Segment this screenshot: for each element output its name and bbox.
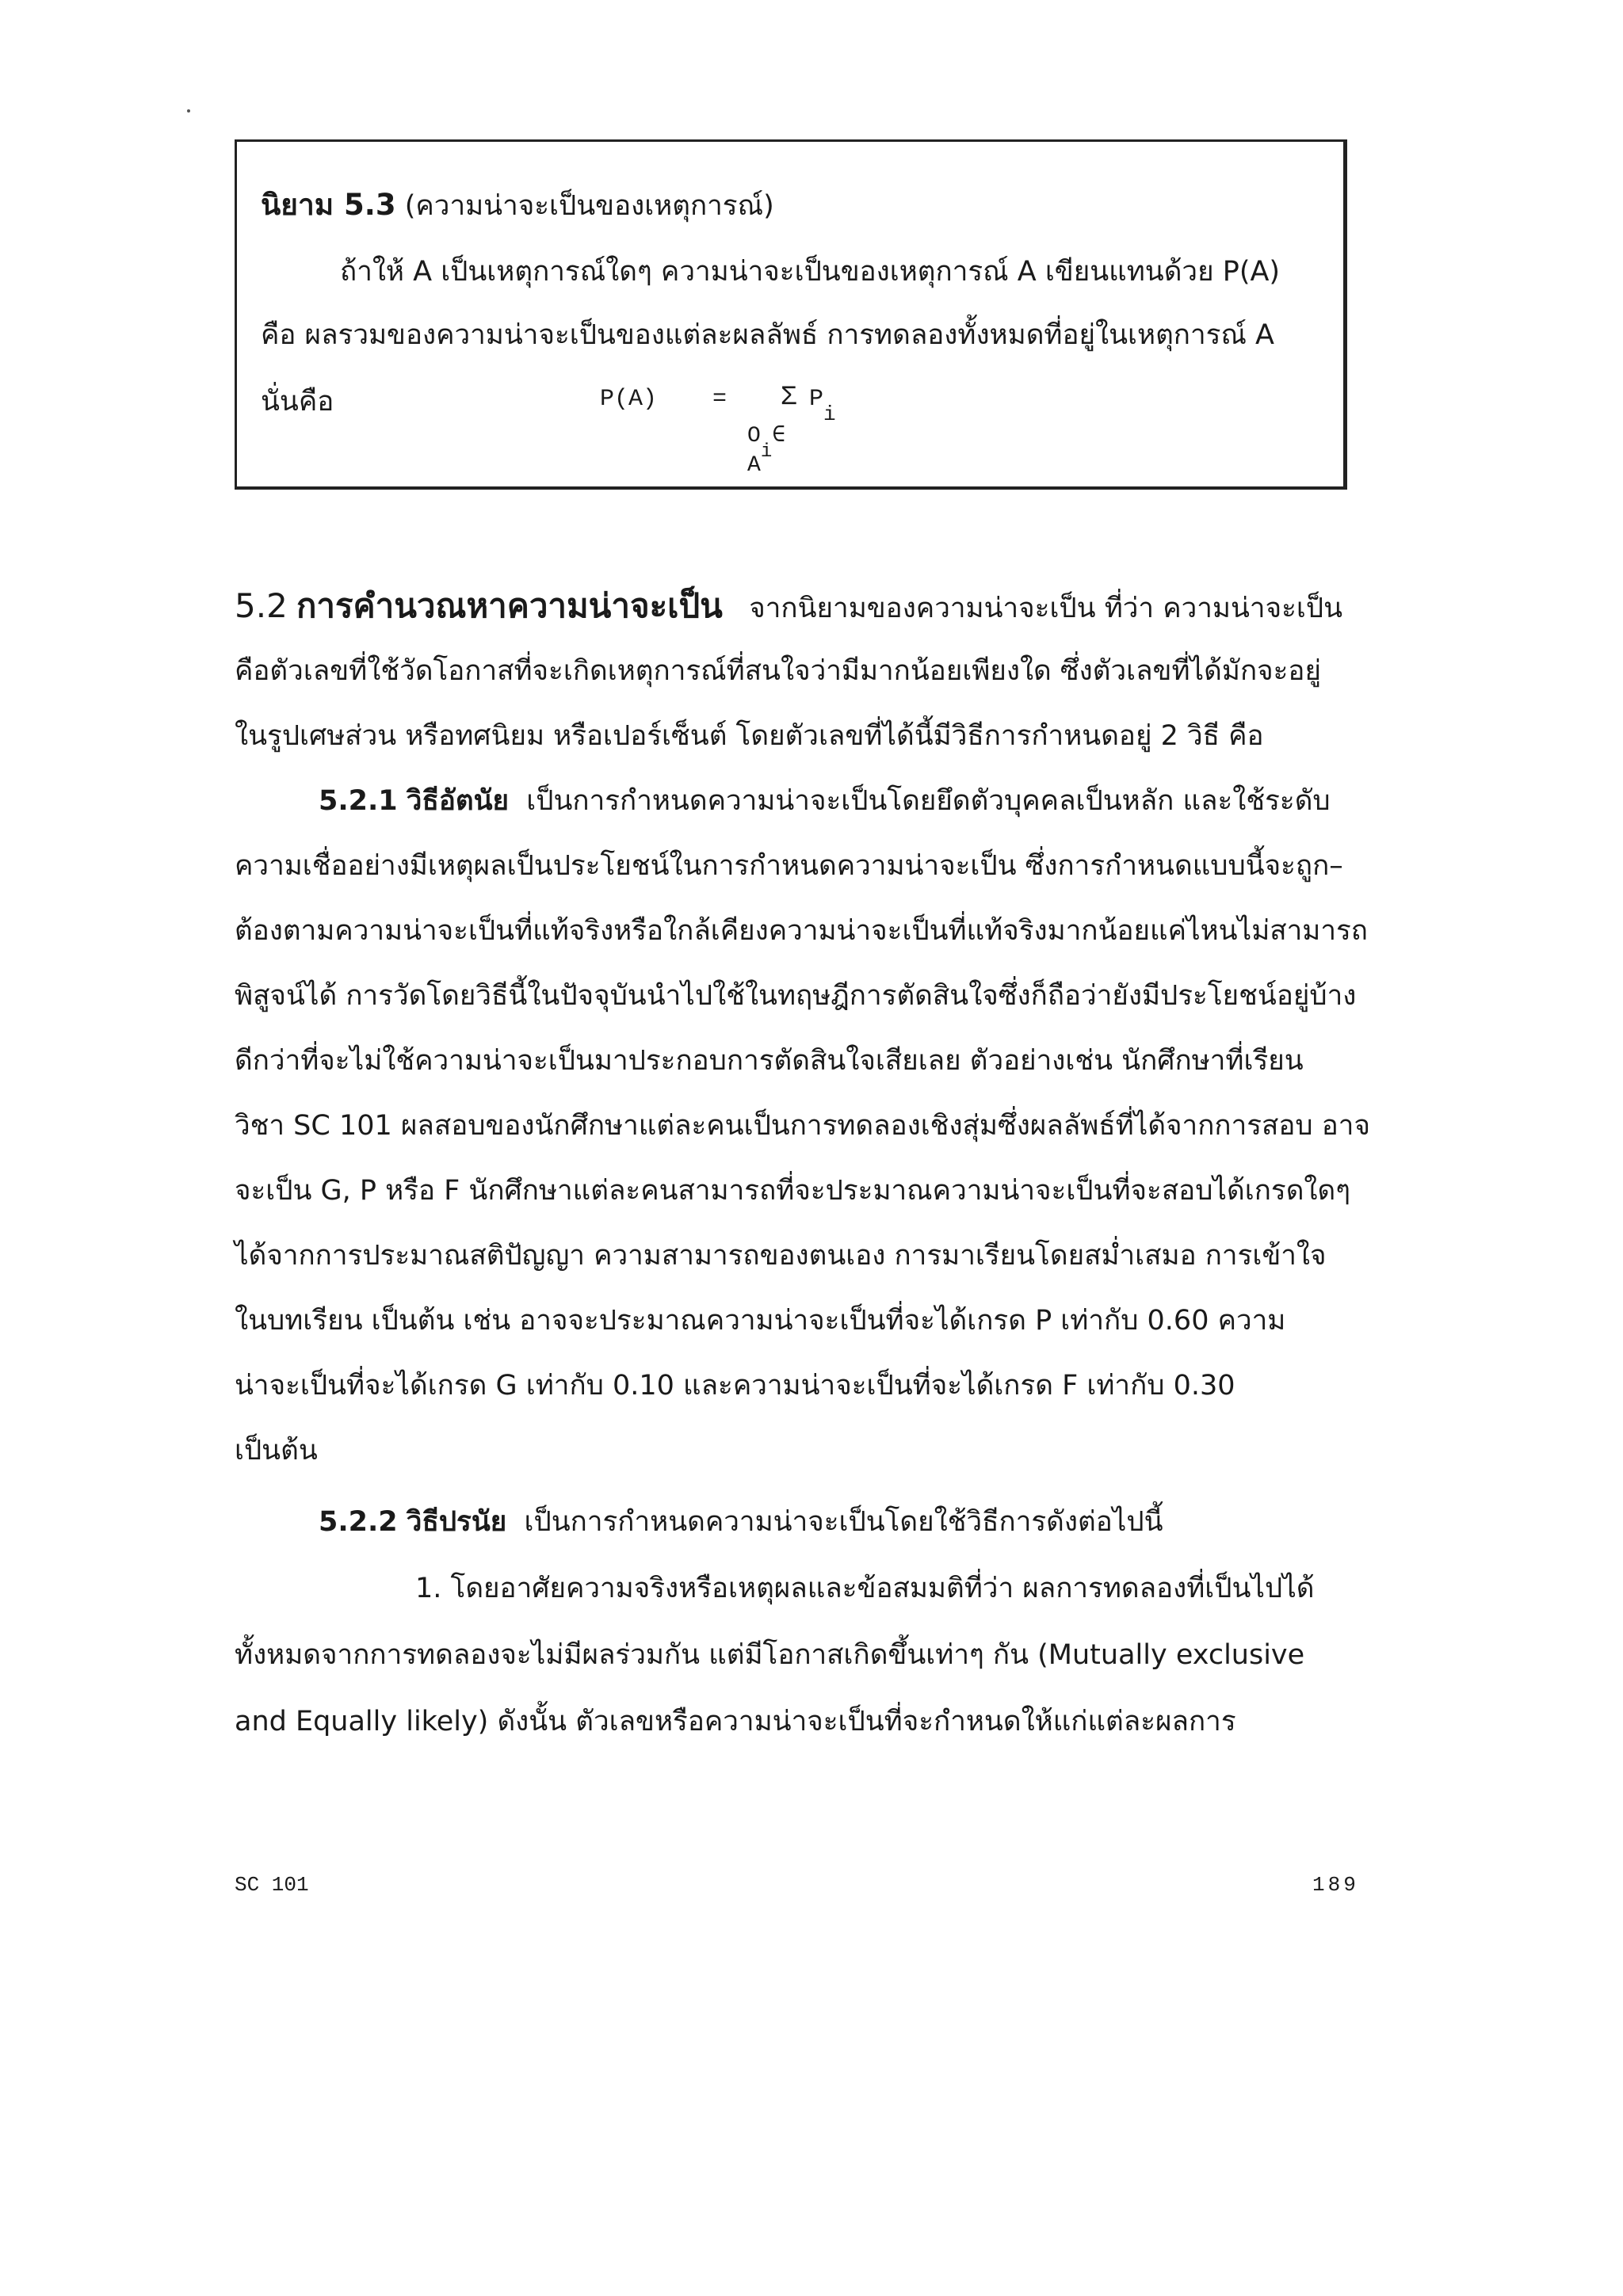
formula-term: [809, 386, 836, 426]
page-number: 189: [1312, 1873, 1359, 1897]
formula-index-o: O: [747, 424, 761, 448]
section-title: การคำนวณหาความน่าจะเป็น: [296, 586, 723, 625]
formula-index-sub: i: [760, 441, 773, 463]
sub1-heading-line: [319, 783, 1331, 819]
definition-label: นิยาม 5.3: [261, 188, 396, 222]
sub1-number: 5.2.1: [319, 785, 398, 817]
section-text-0: จากนิยามของความน่าจะเป็น ที่ว่า ความน่าจะเป็น: [749, 593, 1342, 624]
definition-caption: (ความน่าจะเป็นของเหตุการณ์): [404, 190, 774, 222]
definition-line-2: คือ ผลรวมของความน่าจะเป็นของแต่ละผลลัพธ์ การทดลองทั้งหมดที่อยู่ในเหตุการณ์ A: [261, 319, 1274, 351]
section-text-1: คือตัวเลขที่ใช้วัดโอกาสที่จะเกิดเหตุการณ์ที่สนใจว่ามีมากน้อยเพียงใด ซึ่งตัวเลขที่ได้มักจะอยู่: [235, 655, 1321, 687]
sub1-text-3: พิสูจน์ได้ การวัดโดยวิธีนี้ในปัจจุบันนำไปใช้ในทฤษฎีการตัดสินใจซึ่งก็ถือว่ายังมีประโยชน์อยู่บ้าง: [235, 980, 1357, 1012]
sub2-text-0: เป็นการกำหนดความน่าจะเป็นโดยใช้วิธีการดังต่อไปนี้: [524, 1506, 1163, 1538]
definition-line-1: ถ้าให้ A เป็นเหตุการณ์ใดๆ ความน่าจะเป็นของเหตุการณ์ A เขียนแทนด้วย P(A): [340, 256, 1281, 288]
sub2-number: 5.2.2: [319, 1506, 398, 1538]
sub2-text-1: 1. โดยอาศัยความจริงหรือเหตุผลและข้อสมมติที่ว่า ผลการทดลองที่เป็นไปได้: [415, 1573, 1315, 1604]
sub2-text-2: ทั้งหมดจากการทดลองจะไม่มีผลร่วมกัน แต่มีโอกาสเกิดขึ้นเท่าๆ กัน (Mutually exclusive: [235, 1639, 1305, 1671]
formula-sigma: Σ: [781, 383, 797, 413]
definition-line-3: นั่นคือ: [261, 386, 334, 418]
scan-speck: [187, 109, 190, 113]
formula-term-sub: i: [823, 402, 836, 426]
section-number: 5.2: [235, 586, 288, 625]
sub1-text-6: จะเป็น G, P หรือ F นักศึกษาแต่ละคนสามารถที่จะประมาณความน่าจะเป็นที่จะสอบได้เกรดใดๆ: [235, 1175, 1351, 1207]
sub1-text-8: ในบทเรียน เป็นต้น เช่น อาจจะประมาณความน่าจะเป็นที่จะได้เกรด P เท่ากับ 0.60 ความ: [235, 1305, 1286, 1337]
formula-index: [747, 421, 785, 478]
sub2-text-3: and Equally likely) ดังนั้น ตัวเลขหรือความน่าจะเป็นที่จะกำหนดให้แก่แต่ละผลการ: [235, 1706, 1236, 1737]
sub1-title: วิธีอัตนัย: [406, 785, 509, 817]
section-heading-line: [235, 588, 1342, 627]
sub1-text-7: ได้จากการประมาณสติปัญญา ความสามารถของตนเอง การมาเรียนโดยสม่ำเสมอ การเข้าใจ: [235, 1240, 1327, 1272]
sub1-text-4: ดีกว่าที่จะไม่ใช้ความน่าจะเป็นมาประกอบการตัดสินใจเสียเลย ตัวอย่างเช่น นักศึกษาที่เรียน: [235, 1045, 1304, 1077]
sub1-text-0: เป็นการกำหนดความน่าจะเป็นโดยยึดตัวบุคคลเป็นหลัก และใช้ระดับ: [526, 785, 1331, 817]
sub2-title: วิธีปรนัย: [406, 1506, 507, 1538]
definition-title: [261, 188, 774, 223]
definition-box: [235, 139, 1347, 490]
sub1-text-9: น่าจะเป็นที่จะได้เกรด G เท่ากับ 0.10 และความน่าจะเป็นที่จะได้เกรด F เท่ากับ 0.30: [235, 1370, 1235, 1402]
formula-equals: =: [712, 386, 727, 413]
sub2-heading-line: [319, 1504, 1163, 1540]
sub1-text-10: เป็นต้น: [235, 1435, 318, 1466]
section-text-2: ในรูปเศษส่วน หรือทศนิยม หรือเปอร์เซ็นต์ โดยตัวเลขที่ได้นี้มีวิธีการกำหนดอยู่ 2 วิธี คือ: [235, 720, 1264, 752]
formula-term-p: P: [809, 386, 824, 413]
sub1-text-2: ต้องตามความน่าจะเป็นที่แท้จริงหรือใกล้เคียงความน่าจะเป็นที่แท้จริงมากน้อยแค่ไหนไม่สามารถ: [235, 915, 1368, 947]
sub1-text-5: วิชา SC 101 ผลสอบของนักศึกษาแต่ละคนเป็นการทดลองเชิงสุ่มซึ่งผลลัพธ์ที่ได้จากการสอบ อาจ: [235, 1110, 1370, 1142]
formula-index-set: ∈ A: [747, 424, 786, 478]
footer-course: SC 101: [235, 1873, 309, 1897]
sub1-text-1: ความเชื่ออย่างมีเหตุผลเป็นประโยชน์ในการกำหนดความน่าจะเป็น ซึ่งการกำหนดแบบนี้จะถูก–: [235, 850, 1343, 882]
formula-lhs: P(A): [600, 386, 658, 413]
